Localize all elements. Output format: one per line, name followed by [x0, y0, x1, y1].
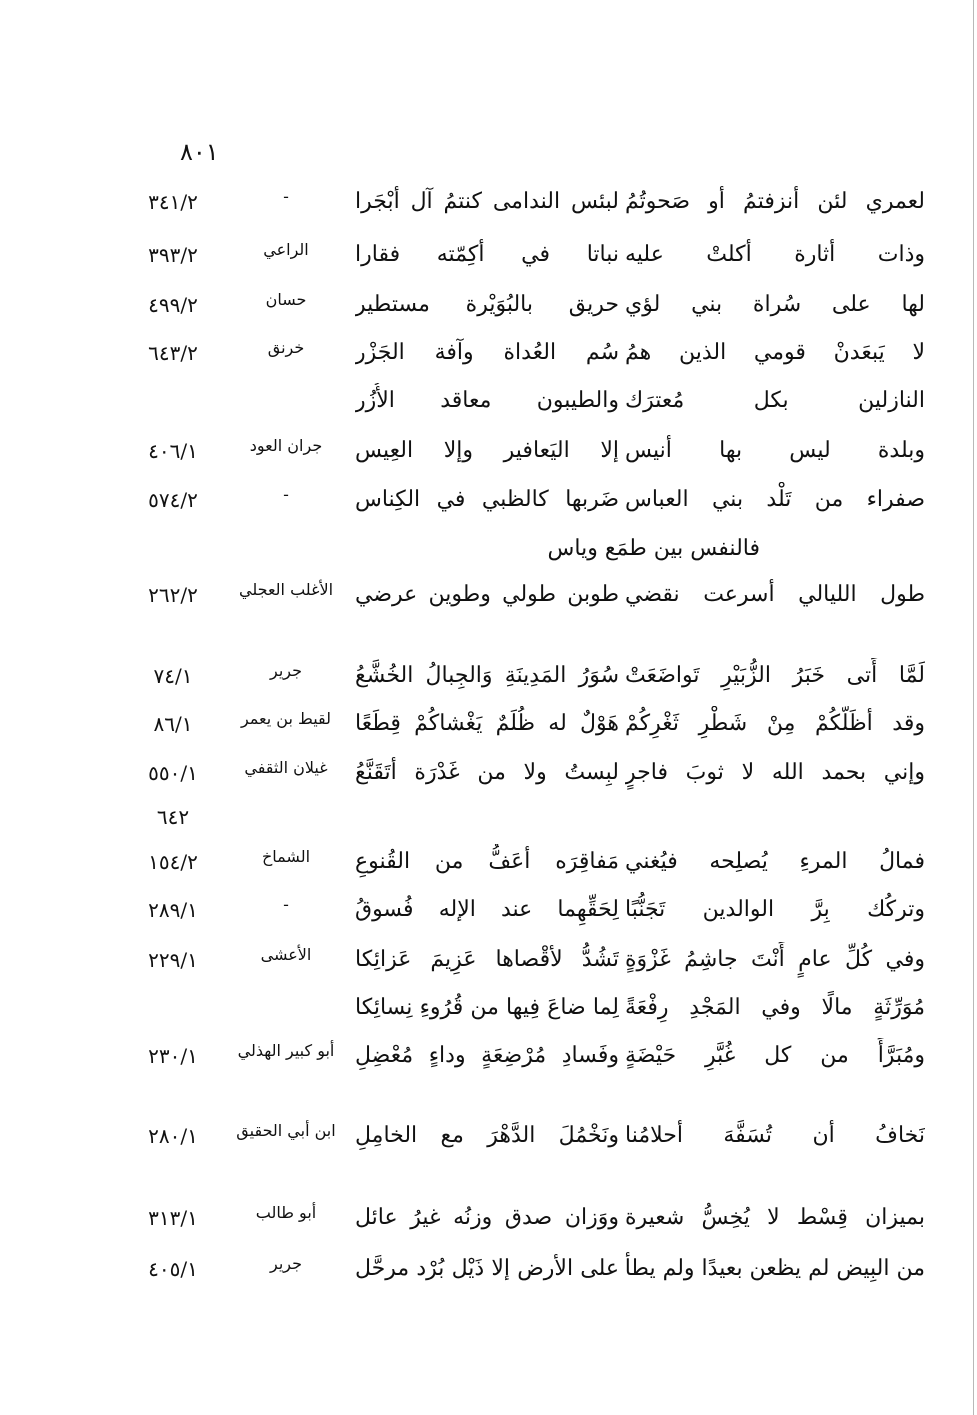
verse-first-hemistich: صفراء من تَلْد بني العباس: [625, 487, 925, 512]
verse-first-hemistich: من البِيض لم يظعن بعيدًا ولم يطأ: [625, 1256, 925, 1281]
page-reference: ٣١٣/١: [148, 1206, 198, 1230]
page-number: ٨٠١: [180, 138, 219, 166]
verse-first-hemistich: بميزان قِسْط لا يُخِسُّ شعيرة: [625, 1205, 925, 1230]
page-reference: ٣٤١/٢: [148, 190, 198, 214]
verse-first-hemistich: وقد أظَلَّكُمْ مِنْ شَطْرِ ثَغْرِكُمْ: [625, 711, 925, 736]
poet-name: -: [283, 895, 289, 914]
page-reference: ٤٠٦/١: [148, 439, 198, 463]
verse-second-hemistich: لبئس الندامى كنتمُ آل أبْجَرا: [355, 189, 619, 214]
verse-row: [0, 531, 977, 571]
page-reference: ٥٥٠/١: [148, 761, 198, 785]
verse-second-hemistich: لِحَقِّهِما عند الإله فُسوقُ: [355, 897, 619, 922]
poet-name: -: [283, 187, 289, 206]
verse-second-hemistich: والطيبون معاقد الأُزُر: [355, 388, 619, 413]
verse-row: [0, 658, 977, 698]
verse-row: [0, 482, 977, 522]
verse-second-hemistich: مَفاقِرَه أعَفُّ من القُنوعِ: [355, 849, 619, 874]
page-reference: ٤٠٥/١: [148, 1257, 198, 1281]
poet-name: خرنق: [267, 338, 305, 357]
verse-row: [0, 942, 977, 982]
verse-second-hemistich: وفَسادِ مُرْضِعَةٍ وداءٍ مُعْضِلِ: [355, 1043, 619, 1068]
page-reference: ٢٨٠/١: [148, 1124, 198, 1148]
verse-second-hemistich: سُم العُداة وآفة الجَزْر: [355, 340, 619, 365]
verse-second-hemistich: سُوَرُ المَدِينَةِ وَالجِبالُ الخُشَّعُ: [355, 663, 619, 688]
verse-first-hemistich: وبلدة ليس بها أنيس: [625, 438, 925, 463]
verse-row: [0, 990, 977, 1030]
verse-row: [0, 1038, 977, 1078]
verse-row: [0, 1200, 977, 1240]
page-reference: ٣٩٣/٢: [148, 243, 198, 267]
poet-name: جرير: [270, 1254, 302, 1273]
verse-first-hemistich: وفي كُلِّ عامٍ أَنْتَ جاشِمُ غَزْوَةٍ: [625, 947, 925, 972]
poet-name: جران العود: [249, 436, 323, 455]
verse-first-hemistich: لها على سُراة بني لؤي: [625, 292, 925, 317]
verse-first-hemistich: النازلين بكل مُعترَك: [625, 388, 925, 413]
poet-name: جرير: [270, 661, 302, 680]
verse-first-hemistich: وتركُك بِرَّ الوالدين تَجَنُّبًا: [625, 897, 925, 922]
verse-second-hemistich: ووَزان صدق وزنُه غيرُ عائل: [355, 1205, 619, 1230]
poet-name: -: [283, 485, 289, 504]
verse-row: [0, 335, 977, 375]
verse-row: [0, 287, 977, 327]
poet-name: الأغلب العجلي: [238, 580, 334, 599]
poet-name: أبو كبير الهذلي: [237, 1041, 335, 1060]
page-reference: ٢٢٩/١: [148, 948, 198, 972]
verse-single-line: فالنفس بين طمَع وياس: [547, 536, 760, 561]
verse-row: [0, 844, 977, 884]
verse-second-hemistich: طوبن طولي وطوين عرضي: [355, 582, 619, 607]
verse-row: [0, 706, 977, 746]
poet-name: الشماخ: [261, 847, 311, 866]
verse-second-hemistich: لبِستُ ولا من غَدْرَة أتَقَنَّعُ: [355, 760, 619, 785]
verse-second-hemistich: ضَربها كالظبي في الكِناس: [355, 487, 619, 512]
verse-row: [0, 1251, 977, 1291]
poet-name: غيلان الثقفي: [244, 758, 328, 777]
verse-row: [0, 577, 977, 617]
verse-first-hemistich: لَمَّا أَتى خَبَرُ الزُّبَيْرِ تَواضَعَتْ: [625, 663, 925, 688]
poet-name: الراعي: [263, 240, 309, 259]
verse-second-hemistich: لِما ضاعَ فِيها من قُرُوءِ نِسائِكا: [355, 995, 619, 1020]
verse-row: [0, 1118, 977, 1158]
poet-name: أبو طالب: [255, 1203, 317, 1222]
verse-first-hemistich: لا يَبعَدنْ قومي الذين همُ: [625, 340, 925, 365]
verse-first-hemistich: طول الليالي أسرعت نقضي: [625, 582, 925, 607]
poet-name: لقيط بن يعمر: [240, 709, 332, 728]
verse-second-hemistich: على الأرض إلا ذَيْل بُرْد مرحَّل: [355, 1256, 619, 1281]
poet-name: الأعشى: [260, 945, 312, 964]
page-reference: ٤٩٩/٢: [148, 293, 198, 317]
verse-first-hemistich: لعمري لئن أنزفتمُ أو صَحوتُمُ: [625, 189, 925, 214]
poet-name: ابن أبي الحقيق: [236, 1121, 336, 1140]
verse-second-hemistich: إلا اليَعافير وإلا العِيس: [355, 438, 619, 463]
verse-row: [0, 383, 977, 423]
page-reference: ٧٤/١: [153, 664, 193, 688]
verse-second-hemistich: حريق بالبُوَيْرة مستطير: [355, 292, 619, 317]
page-reference: ٨٦/١: [153, 712, 193, 736]
page-reference: ١٥٤/٢: [148, 850, 198, 874]
verse-second-hemistich: ونَخْمُلَ الدَّهْرَ مع الخامِلِ: [355, 1123, 619, 1148]
page-reference-extra: ٦٤٢: [156, 805, 190, 829]
poet-name: حسان: [265, 290, 307, 309]
page-reference: ٢٨٩/١: [148, 898, 198, 922]
verse-first-hemistich: مُوَرِّثَةٍ مالًا وفي المَجْدِ رِفْعَةً: [625, 995, 925, 1020]
verse-row: [0, 184, 977, 224]
page-reference: ٦٤٣/٢: [148, 341, 198, 365]
verse-row: [0, 755, 977, 835]
verse-row: [0, 892, 977, 932]
verse-second-hemistich: نباتا في أكِمّته فقارا: [355, 242, 619, 267]
verse-row: [0, 433, 977, 473]
page-reference: ٥٧٤/٢: [148, 488, 198, 512]
verse-second-hemistich: هَوْلٌ له ظُلَمٌ يَغْشاكُمْ قِطَعًا: [355, 711, 619, 736]
verse-first-hemistich: وإني بحمد الله لا ثوبَ فاجرٍ: [625, 760, 925, 785]
verse-row: [0, 237, 977, 277]
verse-first-hemistich: فمالُ المرءِ يُصلِحه فيُغني: [625, 849, 925, 874]
page-reference: ٢٣٠/١: [148, 1044, 198, 1068]
verse-first-hemistich: ومُبَرَّأً من كل غُبَّرِ حَيْضَةٍ: [625, 1043, 925, 1068]
verse-first-hemistich: وذات أثارة أكلتْ عليه: [625, 242, 925, 267]
verse-first-hemistich: نَخافُ أن تُسَفَّهَ أحلامُنا: [625, 1123, 925, 1148]
verse-second-hemistich: تَشُدُّ لأقْصاها عَزِيمَ عَزائِكا: [355, 947, 619, 972]
page-reference: ٢٦٢/٢: [148, 583, 198, 607]
